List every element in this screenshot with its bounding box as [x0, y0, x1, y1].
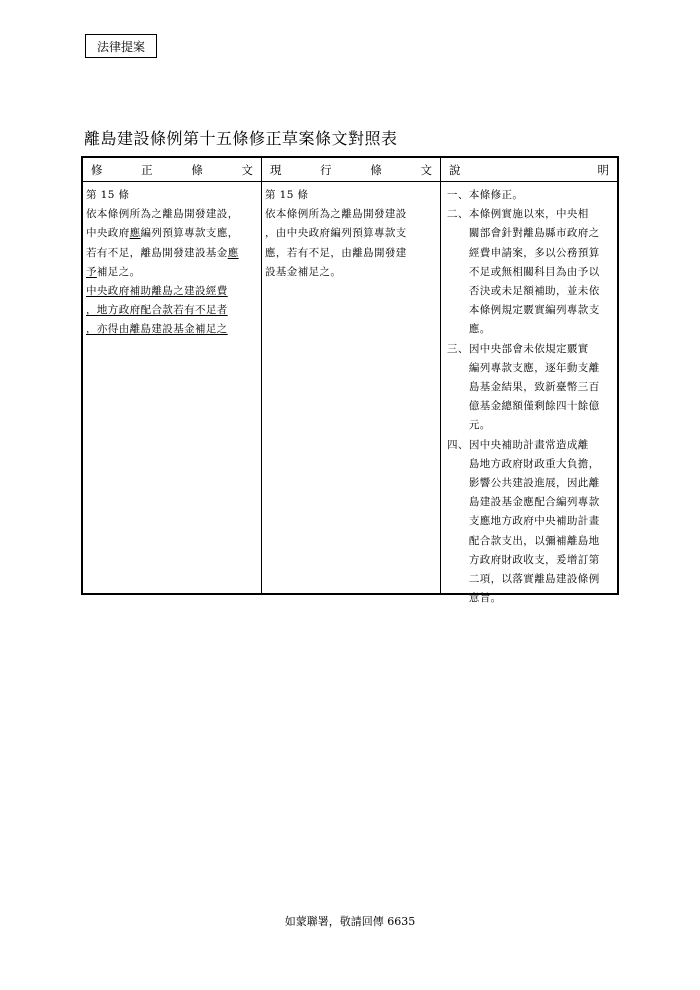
document-title: 離島建設條例第十五條修正草案條文對照表: [84, 129, 398, 148]
item-line: 本條修正。: [468, 189, 524, 201]
item-number: 四、: [447, 438, 469, 451]
explanation-column: [447, 186, 617, 608]
header-current: [262, 158, 440, 181]
header-char: 說: [449, 162, 461, 177]
footer-note: 如蒙聯署，敬請回傳 6635: [284, 915, 416, 928]
amended-line: 中央政府應編列預算專款支應，: [86, 227, 239, 240]
header-char: 條: [370, 162, 382, 177]
item-number: 二、: [447, 208, 469, 221]
item-line: 關部會針對離島縣市政府之: [468, 227, 600, 240]
item-line: 億基金總額僅剩餘四十餘億: [468, 400, 600, 413]
item-line: 因中央補助計畫常造成離: [468, 438, 589, 451]
header-char: 正: [141, 162, 153, 177]
item-line: 否決或未足額補助，並未依: [468, 285, 600, 298]
amended-new-line: ，亦得由離島建設基金補足之: [86, 323, 228, 336]
current-column: [265, 186, 439, 282]
explanation-item-1: [447, 186, 617, 205]
item-line: 配合款支出，以彌補離島地: [468, 534, 600, 547]
item-line: 島地方政府財政重大負擔，: [468, 457, 600, 470]
explanation-item-2: [447, 205, 617, 339]
amended-line: 依本條例所為之離島開發建設，: [86, 208, 239, 221]
current-article: 第 15 條: [265, 189, 309, 201]
current-line: 依本條例所為之離島開發建設: [265, 208, 407, 221]
amended-new-line: ，地方政府配合款若有不足者: [86, 304, 228, 317]
amended-new-line: 中央政府補助離島之建設經費: [86, 285, 228, 298]
item-line: 島建設基金應配合編列專款: [468, 496, 600, 509]
header-char: 修: [91, 162, 103, 177]
item-line: 經費申請案，多以公務預算: [468, 246, 600, 259]
item-line: 意旨。: [468, 592, 502, 605]
header-char: 明: [597, 162, 609, 177]
amended-inserted-text: 應: [129, 227, 141, 240]
amended-inserted-text: 予: [86, 265, 97, 278]
amended-line: 若有不足，離島開發建設基金應: [86, 246, 239, 259]
header-char: 現: [270, 162, 282, 177]
item-line: 應。: [468, 323, 491, 336]
explanation-item-3: [447, 340, 617, 436]
header-char: 文: [241, 162, 253, 177]
header-amended: [83, 158, 261, 181]
item-line: 不足或無相關科目為由予以: [468, 265, 600, 278]
item-line: 本條例規定覈實編列專款支: [468, 304, 600, 317]
item-line: 支應地方政府中央補助計畫: [468, 515, 600, 528]
amended-inserted-text: 應: [227, 246, 239, 259]
item-line: 二項，以落實離島建設條例: [468, 573, 600, 586]
current-line: ，由中央政府編列預算專款支: [265, 227, 407, 240]
item-line: 影響公共建設進展，因此離: [468, 477, 600, 490]
amended-column: [86, 186, 260, 340]
item-line: 方政府財政收支，爰增訂第: [468, 553, 600, 566]
current-line: 應，若有不足，由離島開發建: [265, 246, 407, 259]
header-divider: [83, 181, 617, 182]
amended-article: 第 15 條: [86, 189, 130, 201]
amended-line: 予補足之。: [86, 265, 141, 278]
current-line: 設基金補足之。: [265, 265, 342, 278]
header-char: 文: [420, 162, 432, 177]
column-divider-2: [440, 158, 441, 593]
explanation-item-4: [447, 436, 617, 609]
header-char: 行: [320, 162, 332, 177]
item-line: 元。: [468, 419, 491, 432]
item-number: 一、: [447, 189, 469, 201]
column-divider-1: [261, 158, 262, 593]
proposal-label-box: 法律提案: [85, 34, 157, 58]
item-number: 三、: [447, 342, 469, 355]
comparison-table: [81, 156, 619, 605]
item-line: 編列專款支應，逐年動支離: [468, 361, 600, 374]
header-char: 條: [191, 162, 203, 177]
header-explanation: [441, 158, 617, 181]
item-line: 本條例實施以來，中央相: [468, 208, 589, 221]
item-line: 因中央部會未依規定覈實: [468, 342, 589, 355]
item-line: 島基金結果，致新臺幣三百: [468, 381, 600, 394]
